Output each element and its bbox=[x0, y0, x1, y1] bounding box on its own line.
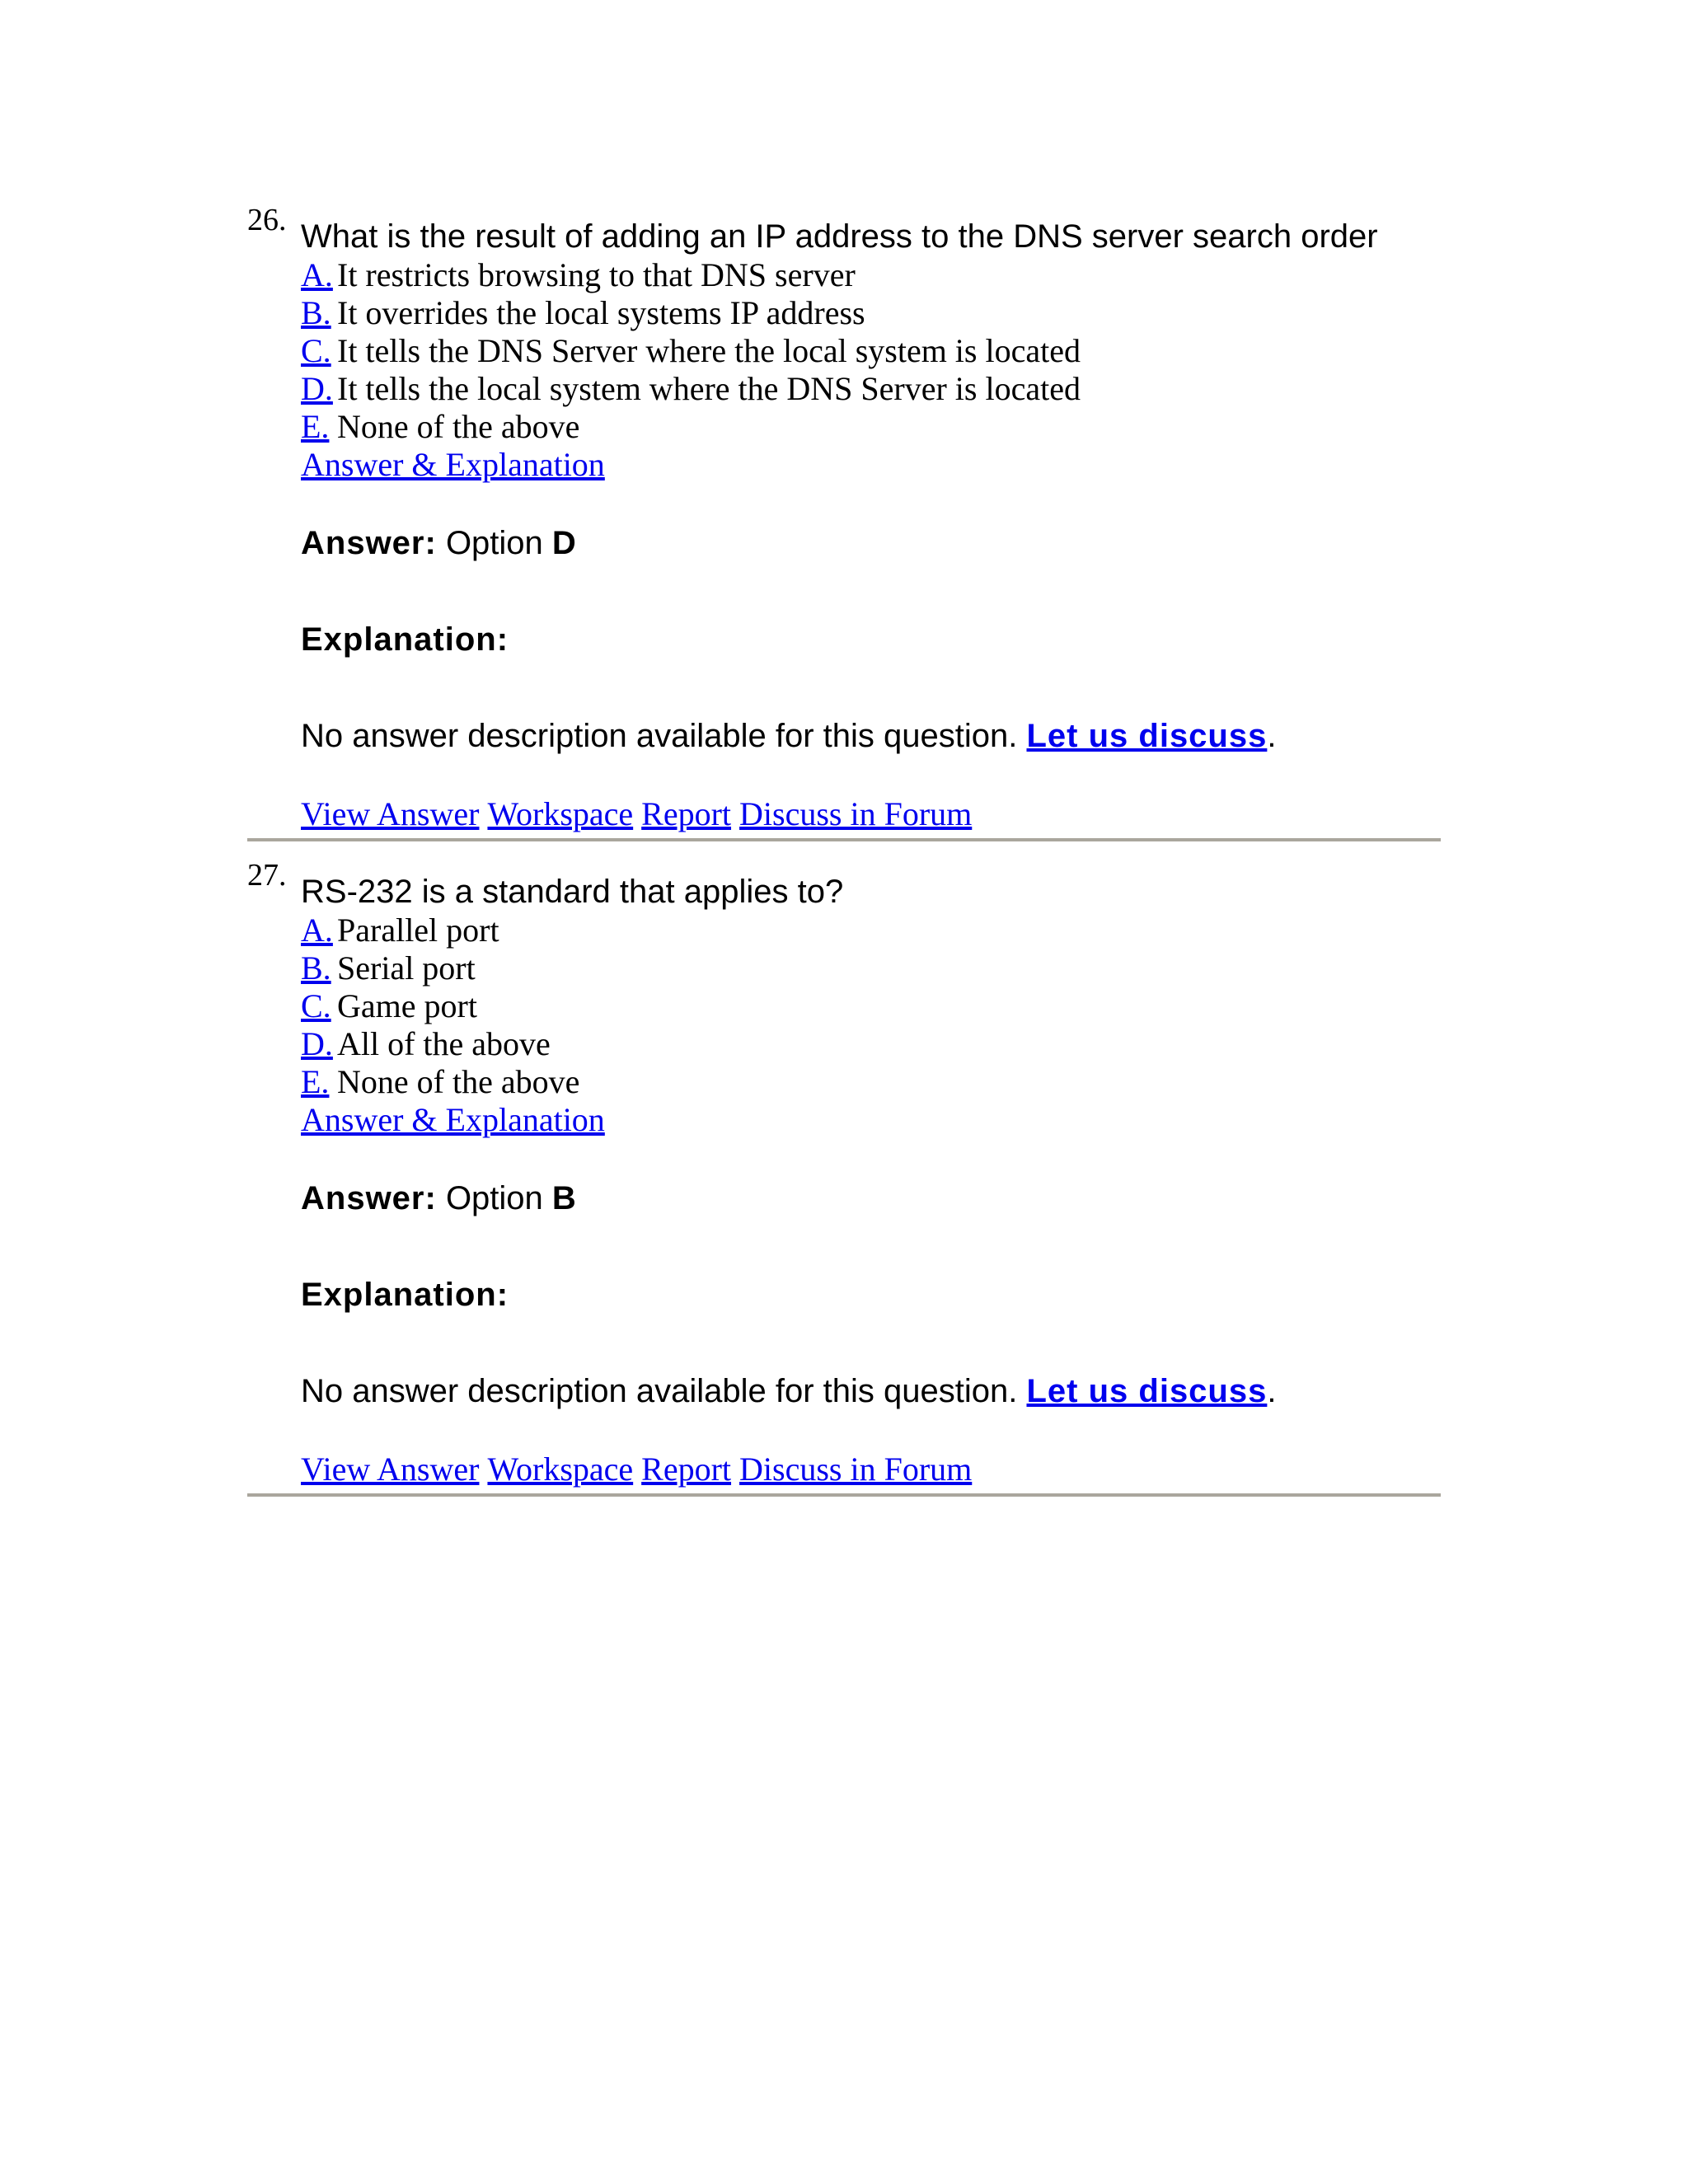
options-list bbox=[301, 912, 605, 1139]
option-e bbox=[301, 408, 1081, 446]
option-d-text: It tells the local system where the DNS Server is located bbox=[337, 370, 1081, 407]
workspace-link[interactable]: Workspace bbox=[487, 795, 634, 832]
answer-line bbox=[301, 523, 576, 563]
option-c-text: Game port bbox=[337, 987, 477, 1024]
discuss-in-forum-link[interactable]: Discuss in Forum bbox=[739, 795, 973, 832]
footer-links bbox=[301, 1451, 980, 1488]
option-e-link[interactable]: E. bbox=[301, 408, 330, 445]
let-us-discuss-link[interactable]: Let us discuss bbox=[1026, 1373, 1268, 1409]
option-a-link[interactable]: A. bbox=[301, 256, 333, 293]
view-answer-link[interactable]: View Answer bbox=[301, 795, 480, 832]
footer-links bbox=[301, 795, 980, 833]
explanation-label: Explanation: bbox=[301, 621, 509, 658]
option-b-text: Serial port bbox=[337, 949, 476, 987]
option-a bbox=[301, 912, 605, 949]
option-d-link[interactable]: D. bbox=[301, 1025, 333, 1062]
option-e-link[interactable]: E. bbox=[301, 1063, 330, 1100]
divider bbox=[247, 838, 1441, 841]
option-a-text: Parallel port bbox=[337, 912, 499, 949]
option-c bbox=[301, 332, 1081, 370]
option-c bbox=[301, 987, 605, 1025]
explanation-text bbox=[301, 1371, 1276, 1411]
option-e-text: None of the above bbox=[337, 408, 580, 445]
option-a bbox=[301, 256, 1081, 294]
option-d bbox=[301, 1025, 605, 1063]
report-link[interactable]: Report bbox=[641, 795, 732, 832]
option-b bbox=[301, 294, 1081, 332]
answer-option: D bbox=[551, 525, 576, 561]
option-c-link[interactable]: C. bbox=[301, 332, 331, 369]
option-b-link[interactable]: B. bbox=[301, 949, 331, 987]
answer-label: Answer: bbox=[301, 1180, 437, 1216]
explanation-label: Explanation: bbox=[301, 1277, 509, 1313]
question-text: What is the result of adding an IP address to the DNS server search order bbox=[301, 218, 1378, 255]
explanation-period: . bbox=[1267, 718, 1277, 754]
workspace-link[interactable]: Workspace bbox=[487, 1451, 634, 1488]
answer-explanation-link[interactable]: Answer & Explanation bbox=[301, 446, 605, 483]
option-a-link[interactable]: A. bbox=[301, 912, 333, 949]
report-link[interactable]: Report bbox=[641, 1451, 732, 1488]
answer-line bbox=[301, 1179, 576, 1218]
answer-explanation-row bbox=[301, 1101, 605, 1139]
answer-label: Answer: bbox=[301, 525, 437, 561]
explanation-text bbox=[301, 716, 1276, 756]
view-answer-link[interactable]: View Answer bbox=[301, 1451, 480, 1488]
answer-explanation-row bbox=[301, 446, 1081, 484]
option-c-link[interactable]: C. bbox=[301, 987, 331, 1024]
option-a-text: It restricts browsing to that DNS server bbox=[337, 256, 856, 293]
answer-prefix: Option bbox=[445, 1180, 543, 1216]
option-d bbox=[301, 370, 1081, 408]
option-b bbox=[301, 949, 605, 987]
option-e-text: None of the above bbox=[337, 1063, 580, 1100]
options-list bbox=[301, 256, 1081, 484]
option-e bbox=[301, 1063, 605, 1101]
divider bbox=[247, 1493, 1441, 1497]
option-b-text: It overrides the local systems IP address bbox=[337, 294, 865, 331]
question-number: 27. bbox=[247, 858, 287, 893]
answer-prefix: Option bbox=[445, 525, 543, 561]
answer-option: B bbox=[551, 1180, 576, 1216]
discuss-in-forum-link[interactable]: Discuss in Forum bbox=[739, 1451, 973, 1488]
question-number: 26. bbox=[247, 203, 287, 237]
option-d-text: All of the above bbox=[337, 1025, 551, 1062]
explanation-body: No answer description available for this question. bbox=[301, 1373, 1018, 1409]
answer-explanation-link[interactable]: Answer & Explanation bbox=[301, 1101, 605, 1138]
option-d-link[interactable]: D. bbox=[301, 370, 333, 407]
option-b-link[interactable]: B. bbox=[301, 294, 331, 331]
explanation-body: No answer description available for this question. bbox=[301, 718, 1018, 754]
explanation-period: . bbox=[1267, 1373, 1277, 1409]
let-us-discuss-link[interactable]: Let us discuss bbox=[1026, 718, 1268, 754]
option-c-text: It tells the DNS Server where the local system is located bbox=[337, 332, 1081, 369]
question-text: RS-232 is a standard that applies to? bbox=[301, 874, 844, 910]
